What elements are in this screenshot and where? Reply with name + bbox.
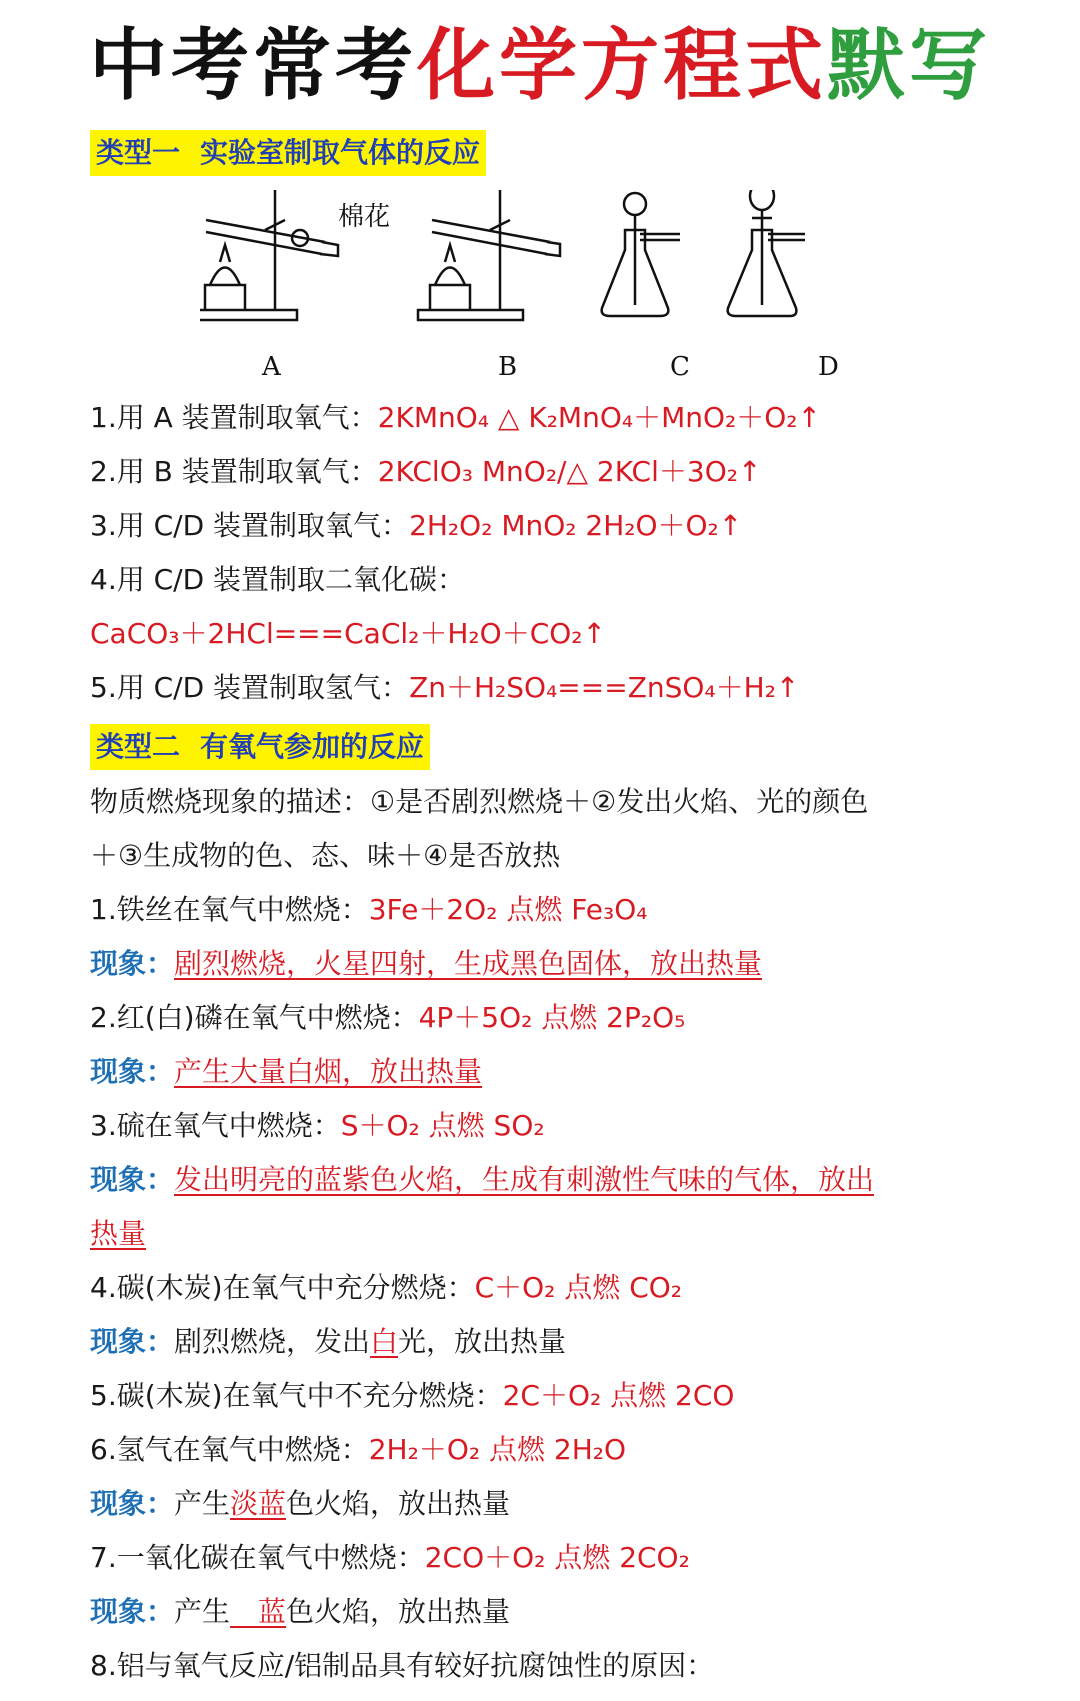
reaction-text: 1.铁丝在氧气中燃烧： [90,893,369,926]
section-header-type2 [90,724,430,770]
apparatus-label-c: C [670,352,690,382]
reaction-line [90,668,1050,708]
observation-line [90,1052,1050,1092]
reaction-line [90,1376,1050,1416]
equation: C＋O₂ 点燃 CO₂ [474,1271,683,1304]
lab-apparatus-figure [200,190,900,390]
observation-text: 产生大量白烟，放出热量 [174,1055,483,1088]
reaction-text: 1.用 A 装置制取氧气： [90,401,378,434]
reaction-line [90,1538,1050,1578]
title-part-1: 中考常考 [88,21,417,111]
reaction-text: 2.用 B 装置制取氧气： [90,455,378,488]
reaction-text: 5.用 C/D 装置制取氢气： [90,671,410,704]
observation-label: 现象： [90,1163,175,1196]
apparatus-a [200,190,338,320]
equation: 2H₂O₂ MnO₂ 2H₂O＋O₂↑ [409,509,743,542]
apparatus-label-a: A [262,352,281,382]
observation-text-a: 产生 [174,1595,231,1628]
apparatus-label-d: D [818,352,839,382]
section-header-type1 [90,130,486,176]
equation: 3Fe＋2O₂ 点燃 Fe₃O₄ [368,893,648,926]
reaction-line [90,398,1050,438]
observation-text-b: 光，放出热量 [398,1325,567,1358]
page-title [0,18,1080,114]
apparatus-label-b: B [498,352,518,382]
equation: 2KClO₃ MnO₂/△ 2KCl＋3O₂↑ [377,455,762,488]
equation: 2C＋O₂ 点燃 2CO [502,1379,735,1412]
reaction-text: 3.硫在氧气中燃烧： [90,1109,341,1142]
reaction-line [90,998,1050,1038]
reaction-line [90,614,1050,654]
observation-label: 现象： [90,947,175,980]
observation-line [90,1592,1050,1632]
reaction-line [90,452,1050,492]
observation-label: 现象： [90,1325,175,1358]
reaction-text: 5.碳(木炭)在氧气中不充分燃烧： [90,1379,503,1412]
observation-text-a: 产生 [174,1487,231,1520]
reaction-text: 3.用 C/D 装置制取氧气： [90,509,410,542]
reaction-line [90,1268,1050,1308]
section-name: 实验室制取气体的反应 [200,136,481,169]
observation-line [90,1484,1050,1524]
title-part-3: 默写 [827,21,992,111]
section-tag: 类型二 [96,730,181,763]
reaction-line [90,506,1050,546]
reaction-text: 4.碳(木炭)在氧气中充分燃烧： [90,1271,475,1304]
reaction-text: 7.一氧化碳在氧气中燃烧： [90,1541,425,1574]
observation-text: 剧烈燃烧，火星四射，生成黑色固体，放出热量 [174,947,763,980]
title-part-2: 化学方程式 [416,21,827,111]
reaction-line [90,1106,1050,1146]
reaction-text: 6.氢气在氧气中燃烧： [90,1433,369,1466]
equation: CaCO₃＋2HCl===CaCl₂＋H₂O＋CO₂↑ [90,617,606,650]
apparatus-b [418,190,560,320]
observation-highlight: 淡蓝 [230,1487,287,1520]
observation-line [90,1322,1050,1362]
intro-line-1: 物质燃烧现象的描述：①是否剧烈燃烧＋②发出火焰、光的颜色 [90,785,869,818]
reaction-line [90,1646,1050,1686]
section-name: 有氧气参加的反应 [200,730,425,763]
observation-text-cont: 热量 [90,1217,147,1250]
equation: 2H₂＋O₂ 点燃 2H₂O [368,1433,627,1466]
observation-highlight: 蓝 [230,1595,287,1628]
observation-highlight: 白 [370,1325,399,1358]
observation-label: 现象： [90,1487,175,1520]
observation-line [90,1160,1050,1200]
intro-line-2: ＋③生成物的色、态、味＋④是否放热 [90,839,561,872]
observation-text: 发出明亮的蓝紫色火焰，生成有刺激性气味的气体，放出 [174,1163,875,1196]
equation: 2CO＋O₂ 点燃 2CO₂ [424,1541,690,1574]
observation-line-cont [90,1214,1050,1254]
equation: 2KMnO₄ △ K₂MnO₄＋MnO₂＋O₂↑ [377,401,821,434]
apparatus-d [728,190,805,316]
cotton-label: 棉花 [338,202,391,232]
observation-text-b: 色火焰，放出热量 [286,1595,511,1628]
equation: S＋O₂ 点燃 SO₂ [340,1109,545,1142]
reaction-text: 2.红(白)磷在氧气中燃烧： [90,1001,419,1034]
reaction-text: 8.铝与氧气反应/铝制品具有较好抗腐蚀性的原因： [90,1649,715,1682]
observation-label: 现象： [90,1595,175,1628]
reaction-line [90,1430,1050,1470]
observation-text-a: 剧烈燃烧，发出 [174,1325,371,1358]
equation: Zn＋H₂SO₄===ZnSO₄＋H₂↑ [409,671,800,704]
observation-text-b: 色火焰，放出热量 [286,1487,511,1520]
observation-line [90,944,1050,984]
reaction-line [90,890,1050,930]
apparatus-c [602,193,680,316]
equation: 4P＋5O₂ 点燃 2P₂O₅ [418,1001,686,1034]
section-tag: 类型一 [96,136,181,169]
reaction-text: 4.用 C/D 装置制取二氧化碳： [90,563,466,596]
reaction-line [90,560,1050,600]
observation-label: 现象： [90,1055,175,1088]
